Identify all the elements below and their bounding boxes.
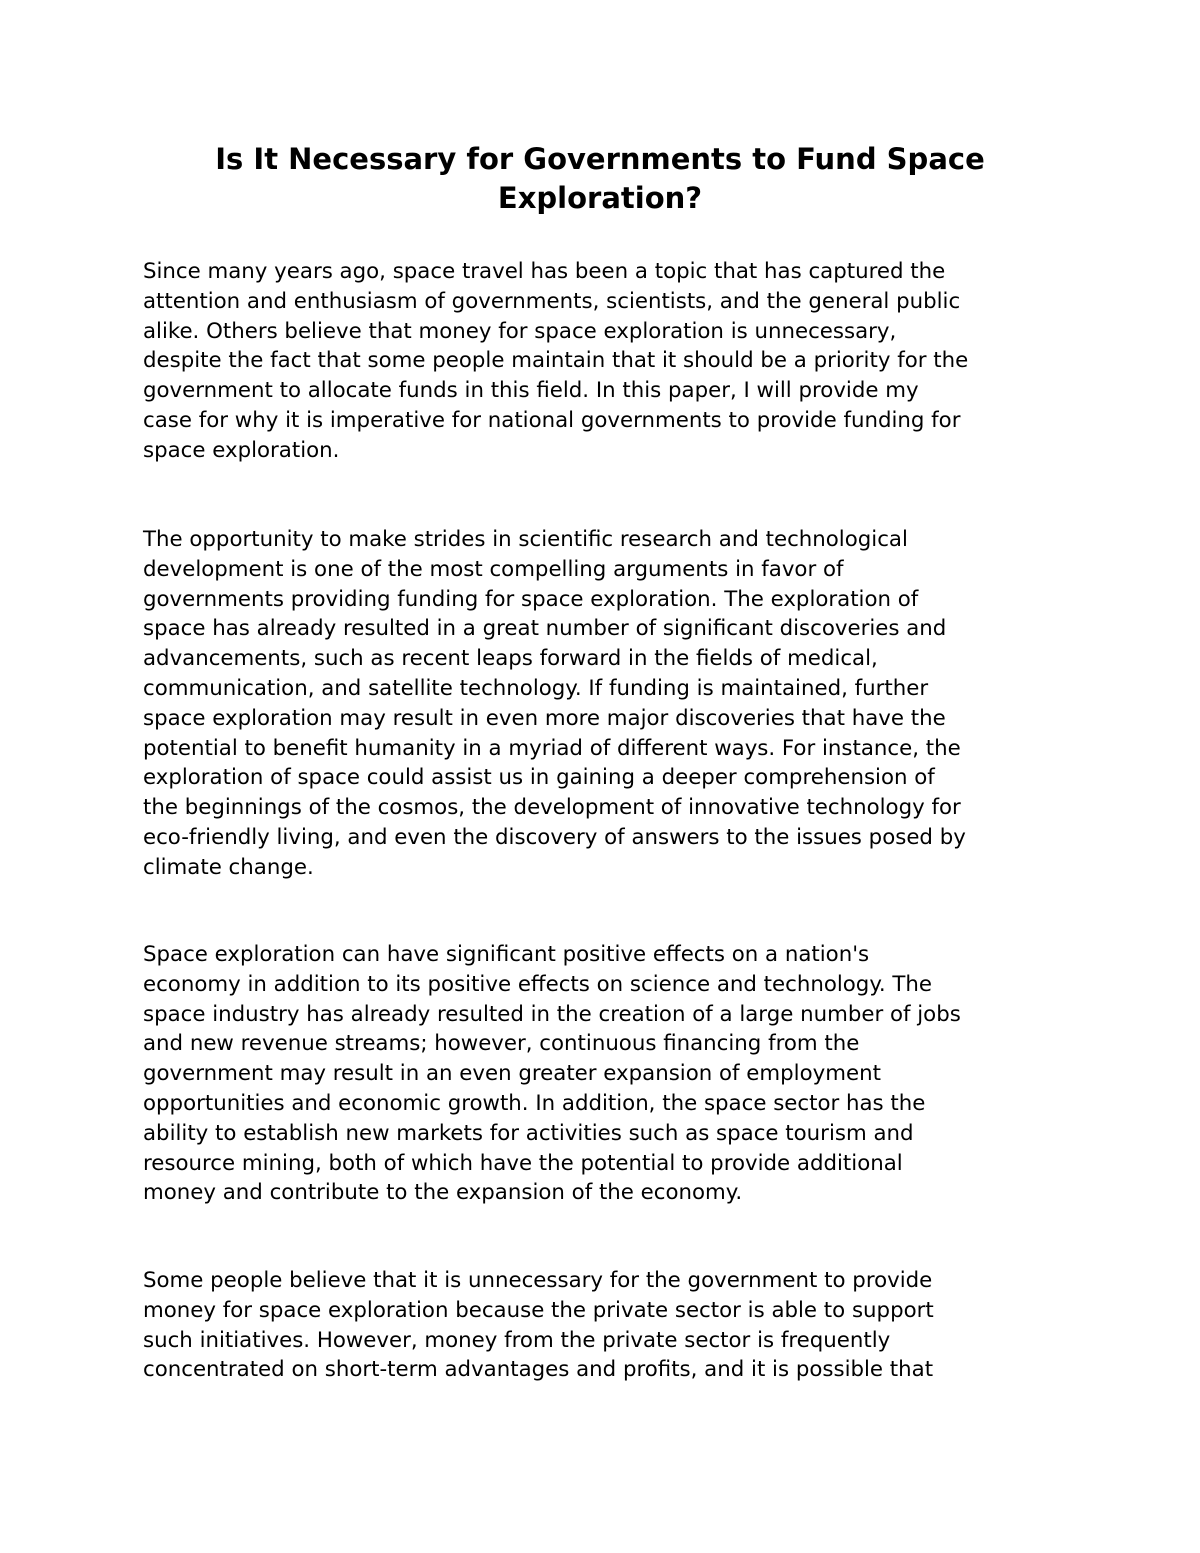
paragraph-science-technology: The opportunity to make strides in scientific research and technological development is one of the most compelling arguments in favor of governments providing funding for space exploration. The exploration of space has already resulted in a great number of significant discoveries and advancements, such as recent leaps forward in the fields of medical, communication, and satellite technology. If funding is maintained, further space exploration may result in even more major discoveries that have the potential to benefit humanity in a myriad of different ways. For instance, the exploration of space could assist us in gaining a deeper comprehension of the beginnings of the cosmos, the development of innovative technology for eco-friendly living, and even the discovery of answers to the issues posed by climate change. <box>143 527 966 880</box>
paragraph-intro: Since many years ago, space travel has been a topic that has captured the attention and enthusiasm of governments, scientists, and the general public alike. Others believe that money for space exploration is unnecessary, despite the fact that some people maintain that it should be a priority for the government to allocate funds in this field. In this paper, I will provide my case for why it is imperative for national governments to provide funding for space exploration. <box>143 259 969 463</box>
document-title-line: Is It Necessary for Governments to Fund Space <box>215 142 985 176</box>
document-title-line: Exploration? <box>497 181 703 215</box>
document-title <box>140 140 1060 218</box>
paragraph-private-sector: Some people believe that it is unnecessary for the government to provide money for space exploration because the private sector is able to support such initiatives. However, money from the private sector is frequently concentrated on short-term advantages and profits, and it is possible that <box>143 1268 934 1383</box>
paragraph-economy: Space exploration can have significant positive effects on a nation's economy in addition to its positive effects on science and technology. The space industry has already resulted in the creation of a large number of jobs and new revenue streams; however, continuous financing from the government may result in an even greater expansion of employment opportunities and economic growth. In addition, the space sector has the ability to establish new markets for activities such as space tourism and resource mining, both of which have the potential to provide additional money and contribute to the expansion of the economy. <box>143 942 961 1206</box>
